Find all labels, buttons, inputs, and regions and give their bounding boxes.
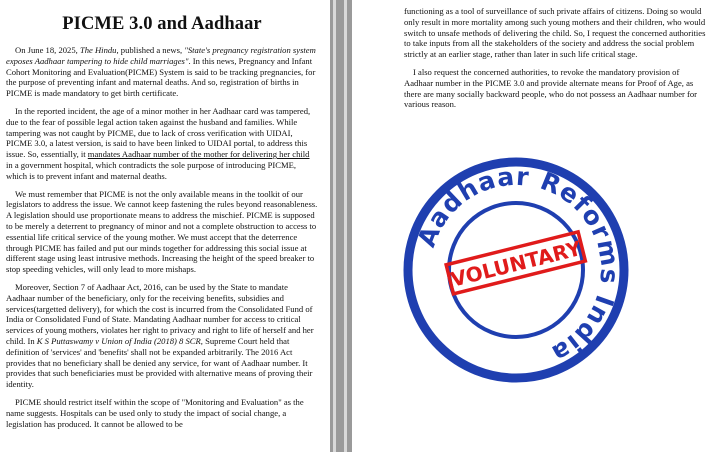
- p4-case: K S Puttaswamy v Union of India (2018) 8 SCR: [36, 335, 201, 346]
- p2-underlined: mandates Aadhaar number of the mother for delivering her child: [87, 149, 310, 160]
- page-gutter-left: [333, 0, 336, 452]
- p2-post: in a government hospital, which contradicts the sole purpose of introducing PICME, which is to prevent infant and maternal deaths.: [6, 159, 296, 181]
- reform-seal-icon: [401, 155, 631, 385]
- seal-outer-text: Aadhaar Reforms India: [411, 161, 625, 369]
- voluntary-stamp: VOLUNTARY: [448, 236, 584, 292]
- left-page: [0, 0, 330, 452]
- paragraph-1: [6, 45, 318, 99]
- p1-headline: "State's pregnancy registration system exposes Aadhaar tampering to hide child marriages": [6, 45, 316, 66]
- document-title: PICME 3.0 and Aadhaar: [62, 14, 262, 34]
- p1-pre: On June 18, 2025,: [15, 45, 80, 55]
- p2-pre: In the reported incident, the age of a minor mother in her Aadhaar card was tampered, due to the fear of possible legal action taken against the husband and families. While tampering was not caught by PICME, due to lack of cross verification with UIDAI, PICME 3.0, a latest version, is said to have been linked to UIDAI portal, to address this issue. So, essentially, it: [6, 105, 311, 160]
- p1-source: The Hindu: [79, 45, 117, 55]
- paragraph-continued: functioning as a tool of surveillance of such private affairs of citizens. Doing so would only result in more mortality among such young mothers and their children, who would switch to unsafe methods of delivering the child. So, I request the concerned authorities to take inputs from all the stakeholders of the society and address the social problem strictly at an earlier stage, rather than later in such life critical stage.: [404, 6, 706, 60]
- page-gutter-right: [344, 0, 347, 452]
- paragraph-3: We must remember that PICME is not the only available means in the toolkit of our legislators to address the issue. We cannot keep fastening the rules beyond reasonableness. A legislation should use proportionate means to address the mischief. PICME is supposed to be merely a deterrent to pregnancy of minor and not a complete obstruction to access to essential life critical service of the young mother. We must accept that the deterrence through PICME has failed and put our minds together for addressing this social issue at different stage using least intrusive methods. Increasing the height of the speed breaker to stop speeding vehicles, will only lead to more mishaps.: [6, 188, 318, 275]
- p4-post: , Supreme Court held that definition of 'services' and 'benefits' shall not be expanded arbitrarily. The 2016 Act provides that no beneficiary shall be denied any service, for want of Aadhaar number. It provides that such beneficiaries must be provided with alternative means of proving their identity.: [6, 335, 313, 390]
- paragraph-5: PICME should restrict itself within the scope of "Monitoring and Evaluation" as the name suggests. Hospitals can be used only to study the impact of social change, a legislation has produced. It cannot be allowed to be: [6, 396, 304, 429]
- paragraph-request: I also request the concerned authorities, to revoke the mandatory provision of Aadhaar number in the PICME 3.0 and provide alternate means for Proof of Age, as there are many socially backward people, who do not possess an Aadhaar number for various reason.: [404, 66, 698, 110]
- paragraph-4: [6, 282, 318, 390]
- p4-pre: Moreover, Section 7 of Aadhaar Act, 2016, can be used by the State to mandate Aadhaar number of the beneficiary, only for the receiving benefits, subsidies and services(targetted delivery), for which the cost is incurred from the Consolidated Fund of India or Consolidated Fund of State. Mandating Aadhaar number for access to critical services of young mothers, violates her right to privacy and right to life of herself and her child. In: [6, 281, 314, 346]
- p1-mid: , published a news,: [116, 45, 185, 55]
- paragraph-2: [6, 106, 318, 182]
- p1-post: . In this news, Pregnancy and Infant Cohort Monitoring and Evaluation(PICME) System is said to be tracking pregnancies, for the purpose of preventing infant and maternal deaths. And so, registration of births in PICME is made mandatory to get birth certificate.: [6, 55, 316, 99]
- right-page: [352, 0, 724, 452]
